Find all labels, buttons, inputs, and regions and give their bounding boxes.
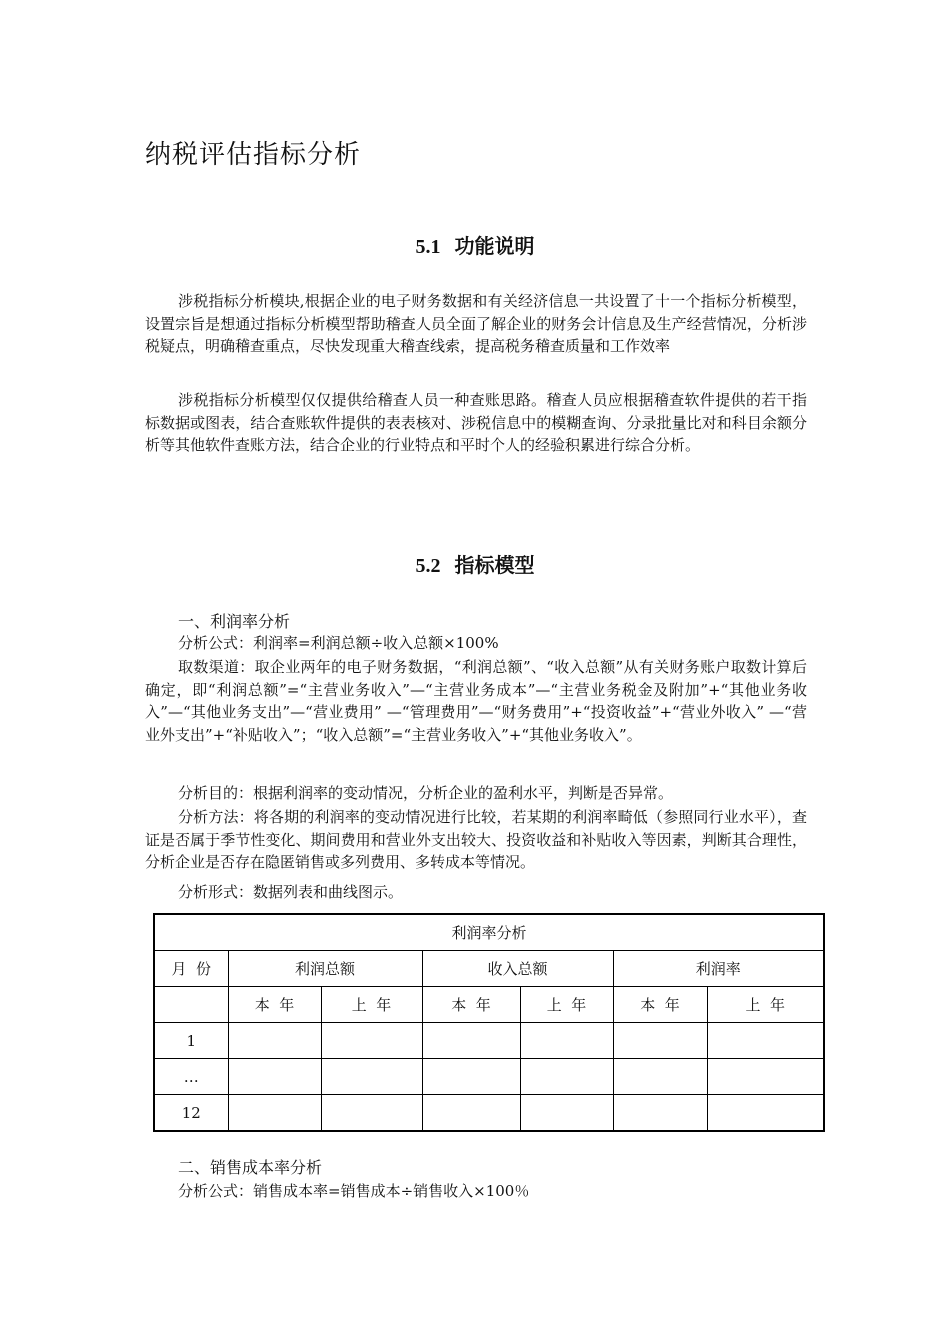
subsection-heading-profit-rate: 一、利润率分析 [178, 612, 291, 631]
analysis-method-text: 分析方法：将各期的利润率的变动情况进行比较，若某期的利润率畸低（参照同行业水平），查证是否属于季节性变化、期间费用和营业外支出较大、投资收益和补贴收入等因素，判断其合理性，分析企业是否存在隐匿销售或多列费用、多转成本等情况。 [145, 808, 807, 872]
section-title: 指标模型 [454, 553, 535, 577]
document-title: 纳税评估指标分析 [145, 140, 362, 170]
formula-cost-rate: 分析公式：销售成本率=销售成本÷销售收入×100％ [178, 1182, 530, 1200]
data-source-text: 取数渠道：取企业两年的电子财务数据，“利润总额”、“收入总额”从有关财务账户取数计算后确定，即“利润总额”=“主营业务收入”—“主营业务成本”—“主营业务税金及附加”+“其他业务收入”—“其他业务支出”—“营业费用” —“管理费用”—“财务费用”+“投资收益”+“营业外收入” —“营业外支出”+“补贴收入”；“收入总额”=“主营业务收入”+“其他业务收入”。 [145, 658, 807, 744]
formula-profit-rate: 分析公式：利润率=利润总额÷收入总额×100% [178, 634, 499, 652]
analysis-purpose-text: 分析目的：根据利润率的变动情况，分析企业的盈利水平，判断是否异常。 [178, 784, 674, 802]
table-row [154, 1095, 824, 1132]
header-total-revenue: 收入总额 [422, 951, 613, 987]
paragraph-model-usage: 涉税指标分析模型仅仅提供给稽查人员一种查账思路。稽查人员应根据稽查软件提供的若干指标数据或图表，结合查账软件提供的表表核对、涉税信息中的模糊查询、分录批量比对和科目余额分析等其他软件查账方法，结合企业的行业特点和平时个人的经验积累进行综合分析。 [145, 391, 807, 455]
subheader-this-year: 本 年 [422, 987, 520, 1023]
subsection-heading-cost-rate: 二、销售成本率分析 [178, 1158, 323, 1177]
profit-rate-table [153, 913, 825, 1132]
subheader-this-year: 本 年 [613, 987, 707, 1023]
section-heading-5-1 [0, 230, 950, 259]
section-number: 5.1 [415, 236, 441, 258]
paragraph-module-intro: 涉税指标分析模块,根据企业的电子财务数据和有关经济信息一共设置了十一个指标分析模型，设置宗旨是想通过指标分析模型帮助稽查人员全面了解企业的财务会计信息及生产经营情况，分析涉税疑点，明确稽查重点，尽快发现重大稽查线索，提高税务稽查质量和工作效率 [145, 292, 807, 356]
header-profit-rate: 利润率 [613, 951, 824, 987]
subheader-last-year: 上 年 [707, 987, 824, 1023]
row-month-label: 1 [154, 1023, 228, 1059]
subheader-last-year: 上 年 [520, 987, 613, 1023]
header-month: 月 份 [154, 951, 228, 987]
subheader-last-year: 上 年 [321, 987, 422, 1023]
table-caption: 利润率分析 [154, 914, 824, 951]
table-row [154, 1059, 824, 1095]
header-total-profit: 利润总额 [228, 951, 422, 987]
section-title: 功能说明 [454, 234, 535, 258]
table-cell-empty [154, 987, 228, 1023]
section-heading-5-2 [0, 549, 950, 578]
table-row [154, 1023, 824, 1059]
row-month-label: 12 [154, 1095, 228, 1132]
row-month-label: … [154, 1059, 228, 1095]
analysis-form-text: 分析形式：数据列表和曲线图示。 [178, 883, 404, 901]
section-number: 5.2 [415, 555, 441, 577]
subheader-this-year: 本 年 [228, 987, 321, 1023]
